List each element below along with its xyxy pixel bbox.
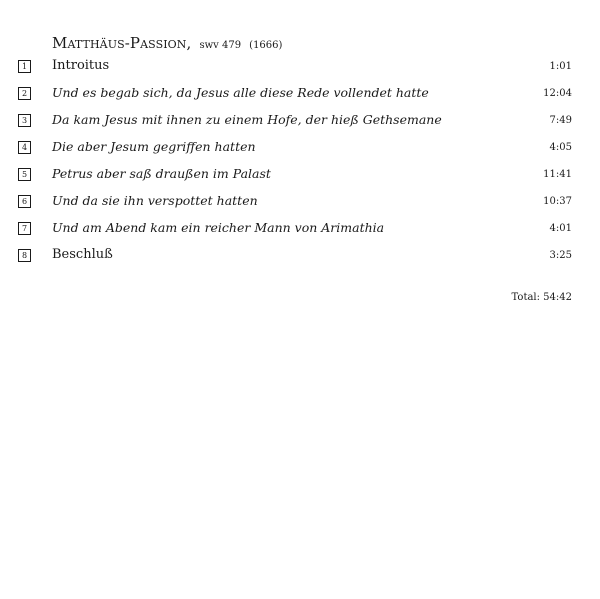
- track-duration: 11:41: [543, 169, 572, 180]
- track-duration: 4:01: [549, 223, 572, 234]
- track-number: 7: [18, 222, 31, 235]
- track-row: [0, 246, 600, 266]
- track-number: 3: [18, 114, 31, 127]
- track-number: 1: [18, 60, 31, 73]
- track-number: 2: [18, 87, 31, 100]
- track-number: 4: [18, 141, 31, 154]
- track-title: Und am Abend kam ein reicher Mann von Arimathia: [52, 220, 385, 235]
- track-number: 5: [18, 168, 31, 181]
- work-catalog: swv 479: [199, 40, 242, 51]
- track-row: [0, 57, 600, 77]
- work-year: (1666): [249, 40, 283, 51]
- track-title: Da kam Jesus mit ihnen zu einem Hofe, der hieß Gethsemane: [52, 112, 442, 127]
- track-duration: 12:04: [543, 88, 572, 99]
- work-title: [52, 34, 282, 55]
- track-duration: 10:37: [543, 196, 572, 207]
- work-name: Matthäus-Passion,: [52, 34, 192, 52]
- track-title: Beschluß: [52, 247, 113, 262]
- total-duration: Total: 54:42: [511, 292, 572, 303]
- track-number: 6: [18, 195, 31, 208]
- track-duration: 1:01: [549, 61, 572, 72]
- track-row: [0, 84, 600, 104]
- track-number: 8: [18, 249, 31, 262]
- track-title: Und da sie ihn verspottet hatten: [52, 193, 258, 208]
- track-duration: 7:49: [549, 115, 572, 126]
- track-title: Introitus: [52, 58, 110, 73]
- track-title: Und es begab sich, da Jesus alle diese Rede vollendet hatte: [52, 85, 429, 100]
- track-title: Die aber Jesum gegriffen hatten: [52, 139, 256, 154]
- track-row: [0, 192, 600, 212]
- track-duration: 4:05: [549, 142, 572, 153]
- track-row: [0, 111, 600, 131]
- track-row: [0, 219, 600, 239]
- track-row: [0, 138, 600, 158]
- track-duration: 3:25: [549, 250, 572, 261]
- track-title: Petrus aber saß draußen im Palast: [52, 166, 271, 181]
- track-row: [0, 165, 600, 185]
